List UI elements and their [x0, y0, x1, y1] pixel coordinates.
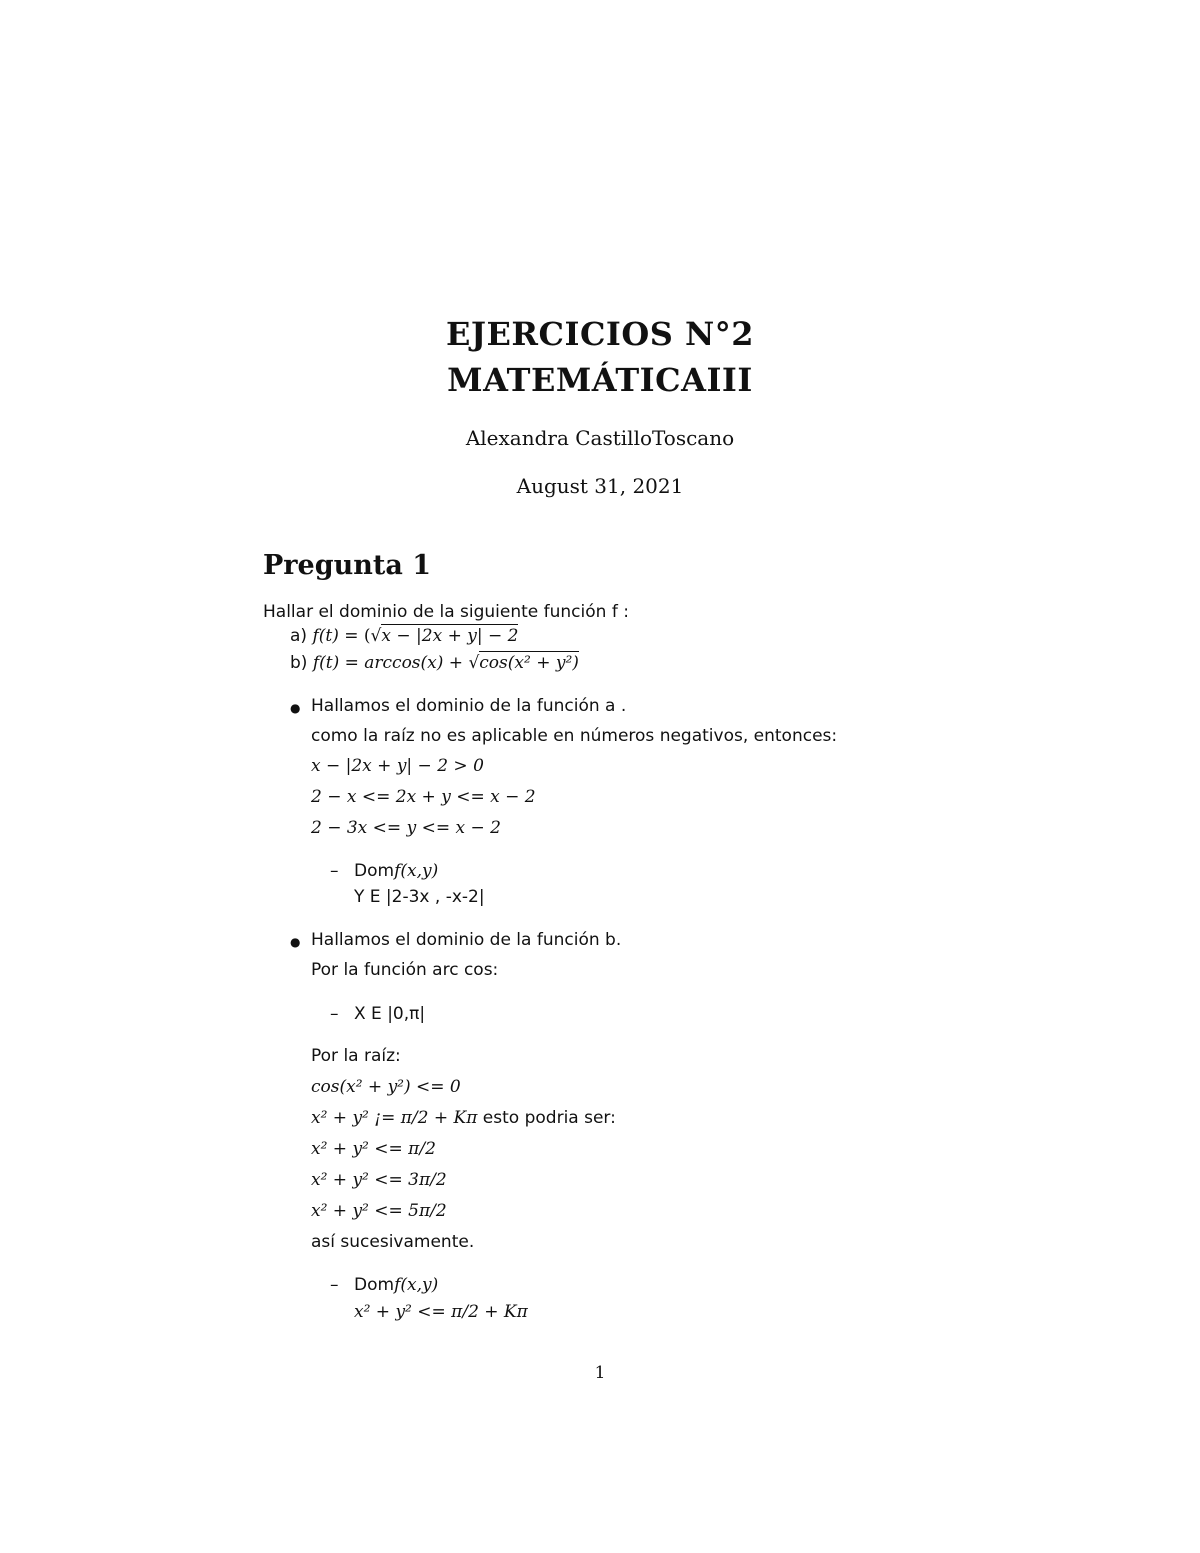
problem-b-eq: = arccos(x) +	[339, 653, 469, 673]
dash-icon: –	[330, 1275, 339, 1295]
part-a-ineq-2: 2 − x <= 2x + y <= x − 2	[311, 787, 536, 807]
problem-a-lhs: f(t)	[312, 626, 339, 646]
title-line-1: EJERCICIOS N°2	[445, 315, 755, 353]
section-heading: Pregunta 1	[263, 550, 431, 581]
part-b-dom-value: x² + y² <= π/2 + Kπ	[354, 1302, 528, 1322]
part-b-eq-4: x² + y² <= 3π/2	[311, 1170, 447, 1190]
part-b-eq-2	[311, 1110, 616, 1127]
part-a-bullet: Hallamos el dominio de la función a .	[311, 696, 627, 716]
problem-b-sqrt: cos(x² + y²)	[479, 653, 579, 673]
page-number: 1	[594, 1363, 606, 1383]
bullet-icon: ●	[290, 701, 301, 715]
part-b-eq-5: x² + y² <= 5π/2	[311, 1201, 447, 1221]
part-b-x-range: X E |0,π|	[354, 1004, 426, 1024]
problem-a: a) f(t) = (√x − |2x + y| − 2	[290, 626, 519, 646]
problem-intro: Hallar el dominio de la siguiente función f :	[263, 602, 629, 622]
part-b-dom	[354, 1277, 438, 1294]
bullet-icon: ●	[290, 935, 301, 949]
problem-a-label: a)	[290, 626, 313, 646]
part-b-eq-3: x² + y² <= π/2	[311, 1139, 436, 1159]
part-a-dom-value: Y E |2-3x , -x-2|	[354, 887, 485, 907]
problem-a-sqrt: x − |2x + y| − 2	[381, 626, 519, 646]
part-a-ineq-1: x − |2x + y| − 2 > 0	[311, 756, 484, 776]
part-b-dom-fn: f(x,y)	[394, 1275, 439, 1295]
title-line-2: MATEMÁTICAIII	[447, 361, 753, 399]
author: Alexandra CastilloToscano	[465, 426, 735, 450]
problem-b: b) f(t) = arccos(x) + √cos(x² + y²)	[290, 653, 579, 673]
part-a-note: como la raíz no es aplicable en números negativos, entonces:	[311, 726, 838, 746]
part-a-dom-label: Dom	[354, 861, 395, 881]
part-a-ineq-3: 2 − 3x <= y <= x − 2	[311, 818, 501, 838]
problem-b-lhs: f(t)	[312, 653, 340, 673]
dash-icon: –	[330, 1004, 339, 1024]
problem-a-eq: = (	[338, 626, 371, 646]
part-b-so-on: así sucesivamente.	[311, 1232, 475, 1252]
part-a-dom	[354, 863, 438, 880]
part-b-eq-1: cos(x² + y²) <= 0	[311, 1077, 461, 1097]
part-b-root-note: Por la raíz:	[311, 1046, 401, 1066]
part-b-arccos-note: Por la función arc cos:	[311, 960, 499, 980]
part-b-eq-2-math: x² + y² ¡= π/2 + Kπ	[311, 1108, 478, 1128]
date: August 31, 2021	[516, 474, 684, 498]
part-b-dom-label: Dom	[354, 1275, 395, 1295]
part-b-eq-2-text: esto podria ser:	[477, 1108, 616, 1128]
part-a-dom-fn: f(x,y)	[394, 861, 439, 881]
dash-icon: –	[330, 861, 339, 881]
part-b-bullet: Hallamos el dominio de la función b.	[311, 930, 622, 950]
problem-b-label: b)	[290, 653, 313, 673]
